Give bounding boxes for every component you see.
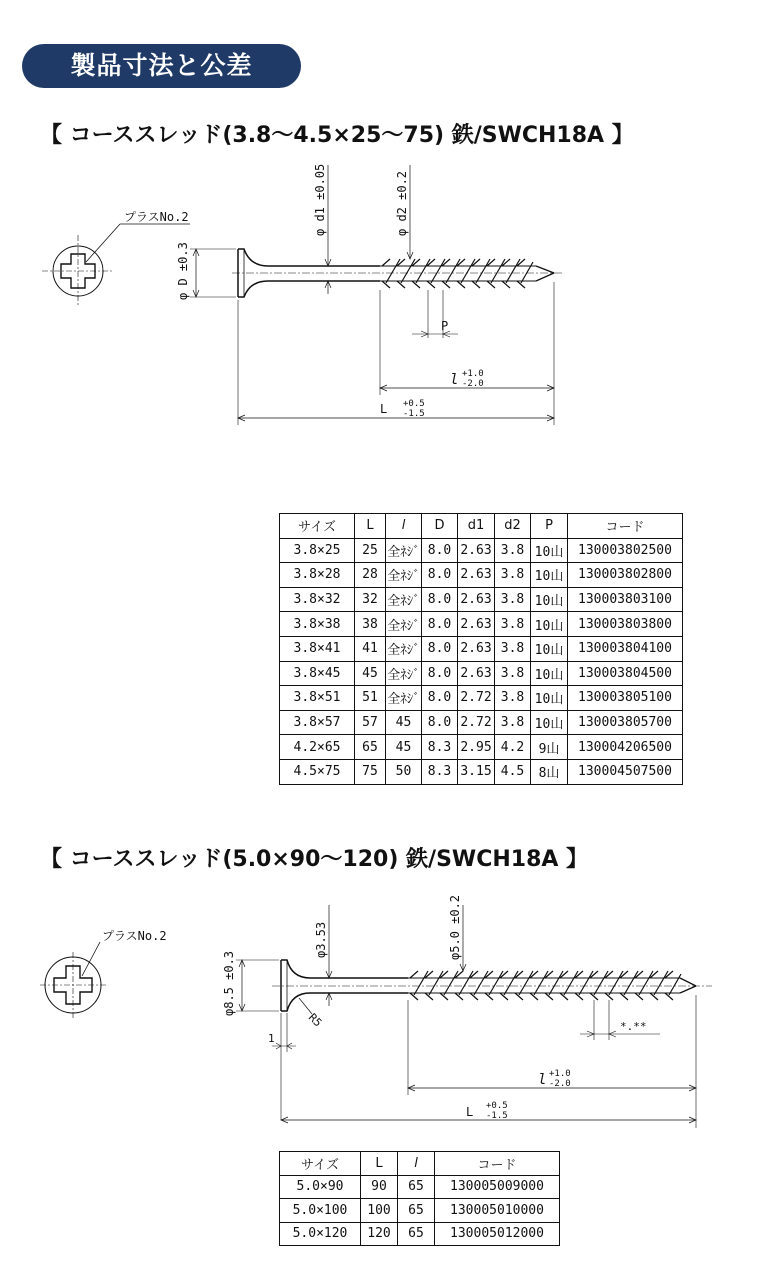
table-row: [280, 735, 683, 760]
header-P: P: [531, 514, 568, 539]
cell-d2: 3.8: [495, 587, 531, 612]
cell-size: 3.8×45: [280, 661, 355, 686]
total-length-symbol: L: [380, 402, 388, 416]
header-d1: d1: [458, 514, 495, 539]
cell-D: 8.0: [422, 587, 458, 612]
cell-l: 全ﾈｼﾞ: [386, 636, 422, 661]
header-code: コード: [435, 1152, 560, 1176]
cell-code: 130004507500: [568, 759, 683, 784]
cell-d1: 2.72: [458, 710, 495, 735]
screw-diagram-2: [0, 880, 775, 1140]
cell-l: 全ﾈｼﾞ: [386, 563, 422, 588]
table-row: [280, 612, 683, 637]
cell-size: 3.8×38: [280, 612, 355, 637]
cell-L: 25: [355, 538, 386, 563]
diameter-D-label: φ8.5 ±0.3: [222, 950, 236, 1016]
cell-size: 5.0×120: [280, 1222, 361, 1246]
diameter-d1-label: φ d1 ±0.05: [313, 163, 327, 236]
head-type-label: プラスNo.2: [124, 210, 189, 224]
cell-size: 3.8×57: [280, 710, 355, 735]
cell-l: 全ﾈｼﾞ: [386, 686, 422, 711]
cell-code: 130004206500: [568, 735, 683, 760]
cell-d2: 3.8: [495, 538, 531, 563]
cell-code: 130003804100: [568, 636, 683, 661]
cell-L: 41: [355, 636, 386, 661]
cell-P: 10山: [531, 563, 568, 588]
cell-code: 130003802500: [568, 538, 683, 563]
cell-d2: 4.5: [495, 759, 531, 784]
cell-P: 10山: [531, 636, 568, 661]
header-size: サイズ: [280, 1152, 361, 1176]
cell-l: 65: [398, 1175, 435, 1199]
thread-length-tol-minus: -2.0: [549, 1079, 571, 1089]
header-l: l: [386, 514, 422, 539]
cell-L: 100: [361, 1199, 398, 1223]
header-size: サイズ: [280, 514, 355, 539]
cell-d1: 3.15: [458, 759, 495, 784]
cell-code: 130003805700: [568, 710, 683, 735]
thread-length-tol-plus: +1.0: [549, 1069, 571, 1079]
cell-L: 28: [355, 563, 386, 588]
cell-d1: 2.63: [458, 587, 495, 612]
table-row: [280, 587, 683, 612]
cell-d2: 3.8: [495, 636, 531, 661]
cell-l: 全ﾈｼﾞ: [386, 538, 422, 563]
cell-d2: 3.8: [495, 563, 531, 588]
table-row: [280, 661, 683, 686]
header-d2: d2: [495, 514, 531, 539]
cell-l: 65: [398, 1199, 435, 1223]
cell-L: 65: [355, 735, 386, 760]
section-badge: 製品寸法と公差: [22, 44, 301, 88]
cell-code: 130003804500: [568, 661, 683, 686]
cell-d1: 2.63: [458, 636, 495, 661]
cell-D: 8.0: [422, 612, 458, 637]
cell-code: 130003803800: [568, 612, 683, 637]
cell-P: 10山: [531, 661, 568, 686]
thread-length-tol-minus: -2.0: [462, 379, 484, 389]
header-L: L: [361, 1152, 398, 1176]
screw-drawing-2: [0, 880, 775, 1140]
cell-size: 3.8×32: [280, 587, 355, 612]
table-row: [280, 759, 683, 784]
total-length-tol-plus: +0.5: [403, 399, 425, 409]
cell-size: 3.8×51: [280, 686, 355, 711]
cell-d1: 2.95: [458, 735, 495, 760]
cell-size: 3.8×41: [280, 636, 355, 661]
cell-size: 3.8×28: [280, 563, 355, 588]
cell-code: 130005009000: [435, 1175, 560, 1199]
pitch-label: P: [441, 319, 449, 333]
cell-size: 3.8×25: [280, 538, 355, 563]
thread-length-symbol: l: [450, 372, 459, 388]
screw-diagram-1: [0, 0, 775, 440]
cell-l: 50: [386, 759, 422, 784]
table-row: [280, 563, 683, 588]
spec-table-2: [279, 1151, 560, 1246]
cell-code: 130005012000: [435, 1222, 560, 1246]
cell-P: 9山: [531, 735, 568, 760]
table-row: [280, 710, 683, 735]
cell-d1: 2.63: [458, 661, 495, 686]
cell-l: 65: [398, 1222, 435, 1246]
cell-d2: 4.2: [495, 735, 531, 760]
table-row: [280, 1199, 560, 1223]
cell-l: 45: [386, 710, 422, 735]
cell-l: 全ﾈｼﾞ: [386, 587, 422, 612]
thread-diameter-label: φ5.0 ±0.2: [448, 894, 462, 960]
cell-L: 90: [361, 1175, 398, 1199]
table-header-row: [280, 1152, 560, 1176]
header-l: l: [398, 1152, 435, 1176]
cell-P: 10山: [531, 587, 568, 612]
cell-P: 10山: [531, 538, 568, 563]
cell-D: 8.0: [422, 563, 458, 588]
cell-L: 75: [355, 759, 386, 784]
cell-code: 130003802800: [568, 563, 683, 588]
cell-P: 10山: [531, 686, 568, 711]
section1-heading: 【 コーススレッド(3.8〜4.5×25〜75) 鉄/SWCH18A 】: [40, 123, 634, 148]
cell-L: 32: [355, 587, 386, 612]
screw-drawing-1: [0, 0, 775, 440]
diameter-D-label: φ D ±0.3: [176, 242, 190, 300]
header-L: L: [355, 514, 386, 539]
diameter-d2-label: φ d2 ±0.2: [395, 170, 409, 236]
cell-l: 全ﾈｼﾞ: [386, 612, 422, 637]
cell-d2: 3.8: [495, 612, 531, 637]
cell-D: 8.0: [422, 636, 458, 661]
table-row: [280, 1222, 560, 1246]
header-code: コード: [568, 514, 683, 539]
table-row: [280, 538, 683, 563]
cell-size: 5.0×100: [280, 1199, 361, 1223]
cell-D: 8.0: [422, 538, 458, 563]
cell-D: 8.0: [422, 686, 458, 711]
spec-table-1: [279, 513, 683, 785]
cell-L: 45: [355, 661, 386, 686]
cell-size: 5.0×90: [280, 1175, 361, 1199]
total-length-symbol: L: [466, 1105, 474, 1119]
cell-d2: 3.8: [495, 686, 531, 711]
thread-length-tol-plus: +1.0: [462, 369, 484, 379]
table-row: [280, 1175, 560, 1199]
cell-code: 130003805100: [568, 686, 683, 711]
cell-code: 130003803100: [568, 587, 683, 612]
cell-L: 38: [355, 612, 386, 637]
cell-size: 4.5×75: [280, 759, 355, 784]
cell-D: 8.3: [422, 759, 458, 784]
total-length-tol-minus: -1.5: [403, 409, 425, 419]
cell-d1: 2.72: [458, 686, 495, 711]
cell-L: 57: [355, 710, 386, 735]
shank-diameter-label: φ3.53: [314, 921, 328, 958]
total-length-tol-minus: -1.5: [486, 1111, 508, 1121]
cell-d1: 2.63: [458, 538, 495, 563]
table-row: [280, 686, 683, 711]
head-type-label: プラスNo.2: [102, 929, 167, 943]
table-header-row: [280, 514, 683, 539]
cell-P: 8山: [531, 759, 568, 784]
cell-code: 130005010000: [435, 1199, 560, 1223]
table-row: [280, 636, 683, 661]
thread-length-symbol: l: [538, 1072, 547, 1088]
pitch-label: *.**: [620, 1020, 647, 1033]
cell-d1: 2.63: [458, 563, 495, 588]
cell-d2: 3.8: [495, 661, 531, 686]
cell-P: 10山: [531, 710, 568, 735]
cell-L: 120: [361, 1222, 398, 1246]
cell-D: 8.0: [422, 661, 458, 686]
header-D: D: [422, 514, 458, 539]
cell-d2: 3.8: [495, 710, 531, 735]
cell-l: 45: [386, 735, 422, 760]
radius-label: R5: [305, 1010, 325, 1030]
cell-P: 10山: [531, 612, 568, 637]
section2-heading: 【 コーススレッド(5.0×90〜120) 鉄/SWCH18A 】: [40, 847, 589, 872]
cell-l: 全ﾈｼﾞ: [386, 661, 422, 686]
head-thickness-label: 1: [268, 1032, 275, 1045]
cell-d1: 2.63: [458, 612, 495, 637]
cell-D: 8.3: [422, 735, 458, 760]
cell-D: 8.0: [422, 710, 458, 735]
cell-L: 51: [355, 686, 386, 711]
total-length-tol-plus: +0.5: [486, 1101, 508, 1111]
cell-size: 4.2×65: [280, 735, 355, 760]
